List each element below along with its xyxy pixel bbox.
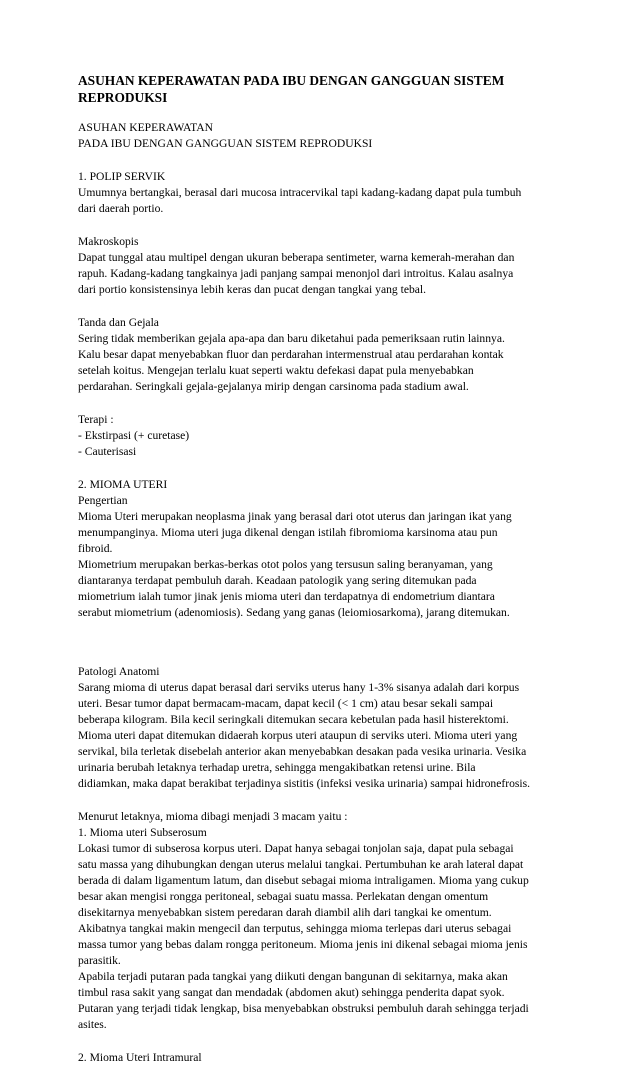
blank-spacer [78, 638, 578, 664]
text-line: Menurut letaknya, mioma dibagi menjadi 3 macam yaitu : [78, 810, 348, 823]
text-line: Apabila terjadi putaran pada tangkai yang diikuti dengan bangunan di sekitarnya, maka akan [78, 970, 508, 983]
section-makroskopis [78, 234, 578, 298]
text-line: menumpanginya. Mioma uteri juga dikenal dengan istilah fibromioma karsinoma atau pun [78, 526, 498, 539]
list-item: - Cauterisasi [78, 445, 137, 458]
text-line: Mioma uteri dapat ditemukan didaerah korpus uteri ataupun di serviks uteri. Mioma uteri yang [78, 729, 518, 742]
list-item: - Ekstirpasi (+ curetase) [78, 429, 190, 442]
text-line: asites. [78, 1018, 107, 1031]
text-line: dari daerah portio. [78, 202, 164, 215]
title-line: ASUHAN KEPERAWATAN PADA IBU DENGAN GANGGUAN SISTEM [78, 73, 505, 88]
subsection-heading: 1. Mioma uteri Subserosum [78, 826, 207, 839]
section-mioma-intramural [78, 1050, 578, 1066]
text-line: dari portio konsistensinya lebih keras dan pucat dengan tangkai yang tebal. [78, 283, 427, 296]
text-line: rapuh. Kadang-kadang tangkainya jadi panjang sampai menonjol dari introitus. Kalau asalnya [78, 267, 514, 280]
text-line: Dapat tunggal atau multipel dengan ukuran beberapa sentimeter, warna kemerah-merahan dan [78, 251, 515, 264]
subsection-heading: Terapi : [78, 413, 114, 426]
text-line: miometrium ialah tumor jinak jenis mioma uteri dan terdapatnya di endometrium diantara [78, 590, 495, 603]
text-line: setelah koitus. Mengejan terlalu kuat seperti waktu defekasi dapat pula menyebabkan [78, 364, 474, 377]
title-line: REPRODUKSI [78, 90, 168, 105]
text-line: fibroid. [78, 542, 113, 555]
text-line: Miometrium merupakan berkas-berkas otot polos yang tersusun saling beranyaman, yang [78, 558, 493, 571]
subsection-heading: Makroskopis [78, 235, 139, 248]
text-line: parasitik. [78, 954, 121, 967]
subsection-heading: Pengertian [78, 494, 128, 507]
section-heading: 1. POLIP SERVIK [78, 170, 166, 183]
document-title [78, 72, 578, 106]
section-terapi [78, 412, 578, 460]
section-heading: 2. MIOMA UTERI [78, 478, 168, 491]
section-mioma-uteri [78, 477, 578, 621]
text-line: serabut miometrium (adenomiosis). Sedang yang ganas (leiomiosarkoma), jarang ditemukan. [78, 606, 510, 619]
text-line: servikal, bila terletak disebelah anterior akan menyebabkan desakan pada vesika urinaria. Vesika [78, 745, 527, 758]
text-line: Akibatnya tangkai makin mengecil dan terputus, sehingga mioma terlepas dari uterus sebagai [78, 922, 512, 935]
section-tanda-gejala [78, 315, 578, 395]
section-letak-mioma [78, 809, 578, 1033]
text-line: perdarahan. Seringkali gejala-gejalanya mirip dengan carsinoma pada stadium awal. [78, 380, 469, 393]
text-line: berada di dalam ligamentum latum, dan disebut sebagai mioma intraligamen. Mioma yang cukup [78, 874, 529, 887]
text-line: Sering tidak memberikan gejala apa-apa dan baru diketahui pada pemeriksaan rutin lainnya. [78, 332, 505, 345]
text-line: uteri. Besar tumor dapat bermacam-macam, dapat kecil (< 1 cm) atau besar sekali sampai [78, 697, 494, 710]
subsection-heading: Patologi Anatomi [78, 665, 160, 678]
text-line: beberapa kilogram. Bila kecil seringkali ditemukan secara kebetulan pada hasil histerektomi. [78, 713, 509, 726]
text-line: ASUHAN KEPERAWATAN [78, 121, 214, 134]
text-line: timbul rasa sakit yang sangat dan mendadak (abdomen akut) sehingga penderita dapat syok. [78, 986, 505, 999]
document-page [78, 72, 578, 1083]
text-line: didiamkan, maka dapat berakibat terjadinya sistitis (infeksi vesika urinaria) sampai hidronefrosis. [78, 777, 531, 790]
text-line: Mioma Uteri merupakan neoplasma jinak yang berasal dari otot uterus dan jaringan ikat yang [78, 510, 512, 523]
text-line: massa tumor yang bebas dalam rongga peritoneum. Mioma jenis ini dikenal sebagai mioma jenis [78, 938, 528, 951]
subtitle-block [78, 120, 578, 152]
text-line: Umumnya bertangkai, berasal dari mucosa intracervikal tapi kadang-kadang dapat pula tumbuh [78, 186, 522, 199]
text-line: disekitarnya menyebabkan sistem peredaran darah diambil alih dari tangkai ke omentum. [78, 906, 492, 919]
text-line: diantaranya terdapat pembuluh darah. Keadaan patologik yang sering ditemukan pada [78, 574, 477, 587]
text-line: Kalu besar dapat menyebabkan fluor dan perdarahan intermenstrual atau perdarahan kontak [78, 348, 504, 361]
subsection-heading: 2. Mioma Uteri Intramural [78, 1051, 202, 1064]
text-line: satu massa yang dihubungkan dengan uterus melalui tangkai. Pertumbuhan ke arah lateral dapat [78, 858, 524, 871]
text-line: Lokasi tumor di subserosa korpus uteri. Dapat hanya sebagai tonjolan saja, dapat pula sebagai [78, 842, 514, 855]
subsection-heading: Tanda dan Gejala [78, 316, 159, 329]
text-line: Putaran yang terjadi tidak lengkap, bisa menyebabkan obstruksi pembuluh darah sehingga terjadi [78, 1002, 529, 1015]
text-line: besar akan mengisi rongga peritoneal, sebagai suatu massa. Perlekatan dengan omentum [78, 890, 489, 903]
section-patologi-anatomi [78, 664, 578, 792]
text-line: PADA IBU DENGAN GANGGUAN SISTEM REPRODUKSI [78, 137, 373, 150]
text-line: Sarang mioma di uterus dapat berasal dari serviks uterus hany 1-3% sisanya adalah dari korpus [78, 681, 520, 694]
text-line: urinaria berubah letaknya terhadap uretra, sehingga mengakibatkan retensi urine. Bila [78, 761, 476, 774]
section-polip-servik [78, 169, 578, 217]
